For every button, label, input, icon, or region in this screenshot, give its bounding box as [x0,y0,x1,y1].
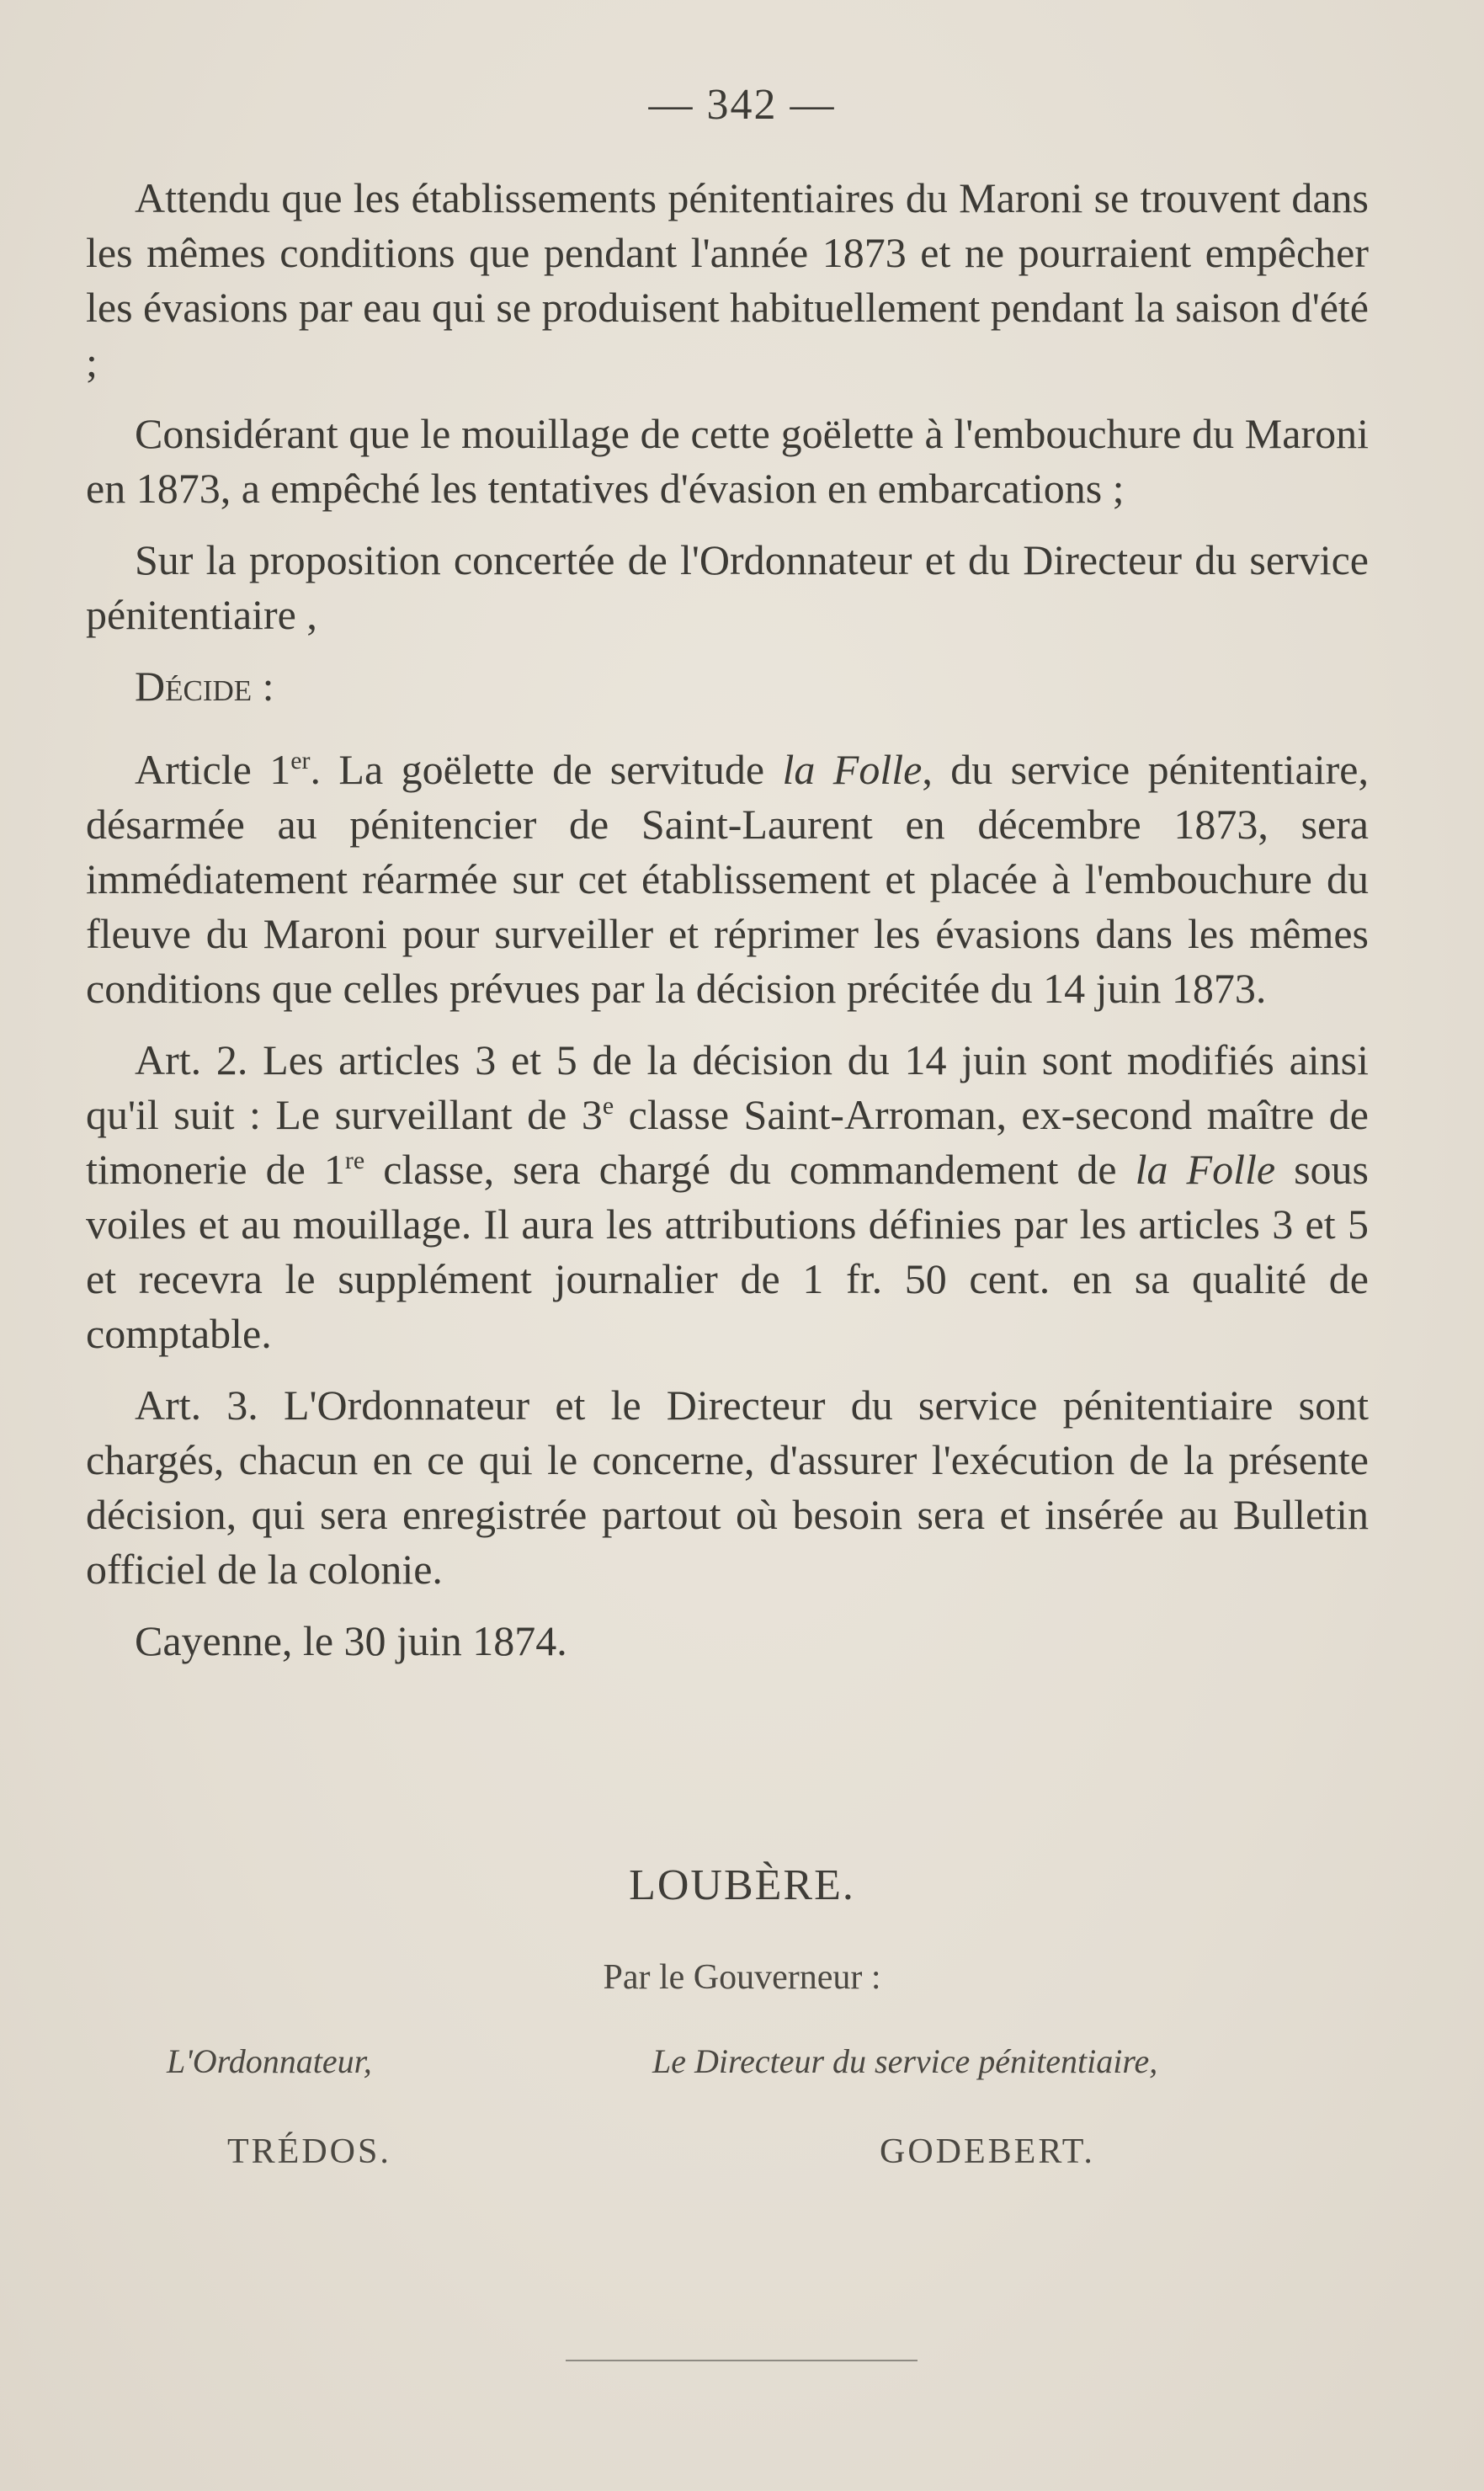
role-ordonnateur: L'Ordonnateur, [167,2042,372,2080]
article-1-text-start: . La goëlette de servitude [310,746,783,793]
ship-name-2: la Folle [1135,1146,1276,1193]
paragraph-considerant: Considérant que le mouillage de cette goëlette à l'embouchure du Maroni en 1873, a empêché les tentatives d'évasion en embarcations ; [86,410,1369,512]
signatory-godebert: GODEBERT. [880,2132,1095,2171]
governor-signature: LOUBÈRE. [629,1861,855,1909]
article-3: Art. 3. L'Ordonnateur et le Directeur du service pénitentiaire sont chargés, chacun en ce qui le concerne, d'assurer l'exécution de la présente décision, qui sera enregistrée partout où besoin sera et insérée au Bulletin officiel de la colonie. [86,1381,1369,1593]
article-2-superscript-class: e [602,1092,614,1120]
ship-name: la Folle [782,746,923,793]
signatory-tredos: TRÉDOS. [227,2132,391,2171]
article-1 [86,743,1369,1016]
article-2 [86,1033,1369,1361]
article-2-text-start: Art. 2. Les articles 3 et 5 de la décision du 14 juin sont modifiés ainsi qu'il suit : Le surveillant de 3 [86,1036,1369,1138]
paragraph-attendu: Attendu que les établissements pénitentiaires du Maroni se trouvent dans les mêmes conditions que pendant l'année 1873 et ne pourraient empêcher les évasions par eau qui se produisent habituellement pendant la saison d'été ; [86,174,1369,386]
place-date: Cayenne, le 30 juin 1874. [135,1617,567,1664]
article-2-text-middle-2: classe, sera chargé du commandement de [364,1146,1136,1193]
article-2-superscript-class-2: re [344,1147,365,1174]
article-1-text-end: , du service pénitentiaire, désarmée au pénitencier de Saint-Laurent en décembre 1873, sera immédiatement réarmée sur cet établissement et placée à l'embouchure du fleuve du Maroni pour surveiller et réprimer les évasions dans les mêmes conditions que celles prévues par la décision précitée du 14 juin 1873. [86,746,1369,1012]
decision-body [86,171,1369,1685]
decide-heading: Décide : [135,663,274,710]
page-number: — 342 — [648,81,836,129]
paragraph-proposition: Sur la proposition concertée de l'Ordonnateur et du Directeur du service pénitentiaire , [86,536,1369,638]
role-directeur: Le Directeur du service pénitentiaire, [652,2042,1158,2080]
article-2-text-middle: classe Saint-Arroman, ex-second maître de timonerie de 1 [86,1091,1369,1193]
article-1-superscript: er [290,747,311,774]
par-le-gouverneur: Par le Gouverneur : [603,1958,881,1997]
article-2-text-end: sous voiles et au mouillage. Il aura les attributions définies par les articles 3 et 5 et recevra le supplément journalier de 1 fr. 50 cent. en sa qualité de comptable. [86,1146,1370,1357]
article-1-label: Article 1 [135,746,291,793]
closing-rule [566,2360,918,2361]
